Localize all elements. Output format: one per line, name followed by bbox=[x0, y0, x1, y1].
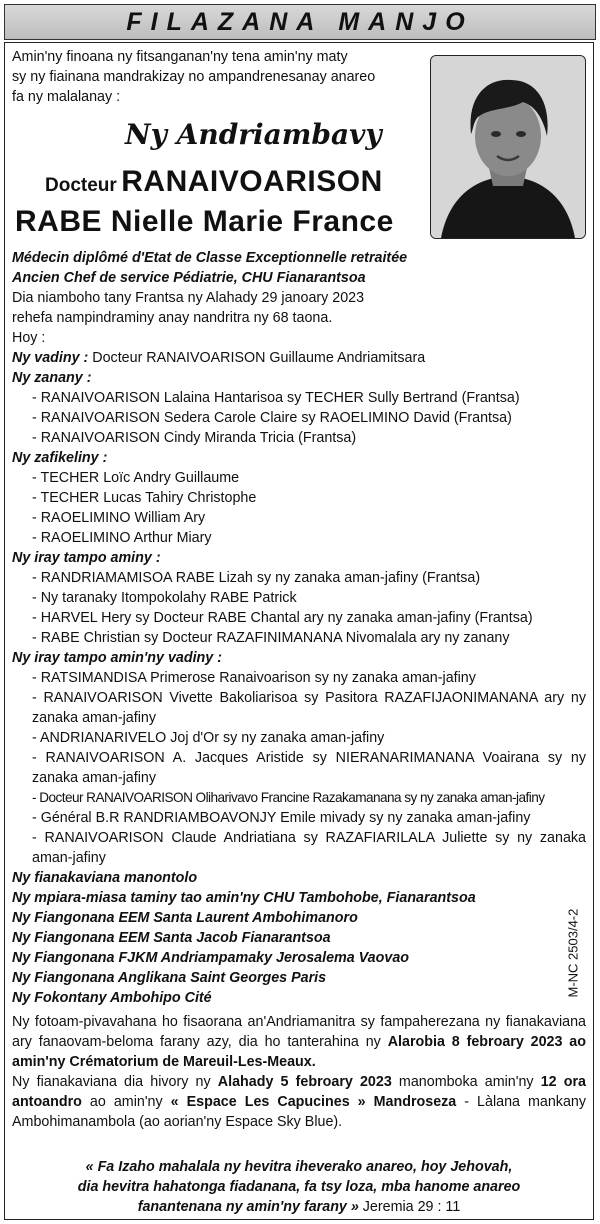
gathering-date: Alahady 5 febroary 2023 bbox=[217, 1074, 392, 1090]
gathering-time: 12 ora antoandro bbox=[12, 1074, 587, 1110]
vadiny-value: Docteur RANAIVOARISON Guillaume Andriamitsara bbox=[92, 350, 426, 366]
death-line: rehefa nampindraminy anay nandritra ny 68 taona. bbox=[12, 310, 333, 326]
role-line: Ancien Chef de service Pédiatrie, CHU Fianarantsoa bbox=[12, 270, 366, 286]
gathering-paragraph bbox=[12, 1072, 586, 1132]
title-honorific: Ny Andriambavy bbox=[125, 118, 382, 151]
notice-body bbox=[12, 248, 586, 1132]
iray-tampo-vadiny-label: Ny iray tampo amin'ny vadiny : bbox=[12, 650, 222, 666]
title-fullname: RABE Nielle Marie France bbox=[15, 205, 394, 238]
ceremony-paragraph bbox=[12, 1012, 586, 1072]
reference-code-text: M-NC 2503/4-2 bbox=[565, 908, 581, 998]
others-line: Ny Fiangonana FJKM Andriampamaky Jerosalema Vaovao bbox=[12, 950, 410, 966]
portrait-photo-icon bbox=[431, 56, 585, 238]
others-line: Ny Fiangonana Anglikana Saint Georges Paris bbox=[12, 970, 327, 986]
list-item: - RANAIVOARISON Cindy Miranda Tricia (Frantsa) bbox=[32, 430, 357, 446]
others-line: Ny Fiangonana EEM Santa Laurent Ambohimanoro bbox=[12, 910, 358, 926]
others-line: Ny Fiangonana EEM Santa Jacob Fianarantsoa bbox=[12, 930, 331, 946]
hoy-label: Hoy : bbox=[12, 330, 46, 346]
intro-line: sy ny fiainana mandrakizay no ampandrenesanay anareo bbox=[12, 69, 376, 85]
list-item: - TECHER Loïc Andry Guillaume bbox=[32, 470, 240, 486]
title-docteur-line bbox=[45, 165, 383, 199]
others-line: Ny Fokontany Ambohipo Cité bbox=[12, 990, 212, 1006]
gathering-text: ao amin'ny bbox=[81, 1094, 171, 1110]
gathering-text: - Làlana mankany Ambohimanambola (ao aorian'ny Espace Sky Blue). bbox=[12, 1094, 587, 1130]
list-item: - RANAIVOARISON Vivette Bakoliarisoa sy Pasitora RAZAFIJAONIMANANA ary ny zanaka aman-jafiny bbox=[32, 690, 586, 726]
vadiny-line bbox=[12, 348, 586, 368]
list-item: - RANAIVOARISON Claude Andriatiana sy RAZAFIARILALA Juliette sy ny zanaka aman-jafiny bbox=[32, 830, 586, 866]
quote-reference: Jeremia 29 : 11 bbox=[358, 1199, 461, 1215]
list-item: - RATSIMANDISA Primerose Ranaivoarison sy ny zanaka aman-jafiny bbox=[32, 670, 476, 686]
others-line: Ny fianakaviana manontolo bbox=[12, 870, 198, 886]
list-item: - Général B.R RANDRIAMBOAVONJY Emile mivady sy ny zanaka aman-jafiny bbox=[32, 810, 531, 826]
list-item: - RANAIVOARISON A. Jacques Aristide sy NIERANARIMANANA Voairana sy ny zanaka aman-jafiny bbox=[32, 750, 586, 786]
list-item: - RABE Christian sy Docteur RAZAFINIMANANA Nivomalala ary ny zanany bbox=[32, 630, 510, 646]
notice-header: FILAZANA MANJO bbox=[4, 4, 596, 40]
list-item: - RANDRIAMAMISOA RABE Lizah sy ny zanaka aman-jafiny (Frantsa) bbox=[32, 570, 481, 586]
title-surname: RANAIVOARISON bbox=[121, 165, 383, 198]
vadiny-label: Ny vadiny : bbox=[12, 350, 89, 366]
intro-text bbox=[12, 47, 412, 107]
quote-line: dia hevitra hahatonga fiadanana, fa tsy loza, mba hanome anareo bbox=[77, 1179, 521, 1195]
list-item: - Ny taranaky Itompokolahy RABE Patrick bbox=[32, 590, 297, 606]
reference-code bbox=[563, 910, 583, 1000]
quote-line: « Fa Izaho mahalala ny hevitra iheverako anareo, hoy Jehovah, bbox=[85, 1159, 513, 1175]
list-item: - HARVEL Hery sy Docteur RABE Chantal ary ny zanaka aman-jafiny (Frantsa) bbox=[32, 610, 533, 626]
gathering-text: manomboka amin'ny bbox=[391, 1074, 541, 1090]
portrait-photo bbox=[430, 55, 586, 239]
list-item: - TECHER Lucas Tahiry Christophe bbox=[32, 490, 257, 506]
list-item: - RAOELIMINO William Ary bbox=[32, 510, 206, 526]
bible-quote bbox=[12, 1157, 586, 1217]
list-item: - ANDRIANARIVELO Joj d'Or sy ny zanaka aman-jafiny bbox=[32, 730, 385, 746]
iray-tampo-label: Ny iray tampo aminy : bbox=[12, 550, 161, 566]
ceremony-date: Alarobia 8 febroary 2023 ao amin'ny Crématorium de Mareuil-Les-Meaux. bbox=[12, 1034, 586, 1070]
quote-line: fanantenana ny amin'ny farany » bbox=[137, 1199, 359, 1215]
zanany-label: Ny zanany : bbox=[12, 370, 92, 386]
list-item: - Docteur RANAIVOARISON Oliharivavo Francine Razakamanana sy ny zanaka aman-jafiny bbox=[32, 790, 545, 805]
role-line: Médecin diplômé d'Etat de Classe Exceptionnelle retraitée bbox=[12, 250, 408, 266]
intro-line: Amin'ny finoana ny fitsanganan'ny tena amin'ny maty bbox=[12, 49, 348, 65]
list-item: - RANAIVOARISON Sedera Carole Claire sy RAOELIMINO David (Frantsa) bbox=[32, 410, 512, 426]
list-item: - RANAIVOARISON Lalaina Hantarisoa sy TECHER Sully Bertrand (Frantsa) bbox=[32, 390, 520, 406]
ceremony-text: Ny fotoam-pivavahana ho fisaorana an'Andriamanitra sy fampaherezana ny fianakaviana ary fanaovam-beloma farany azy, dia ho tanterahina ny bbox=[12, 1014, 586, 1050]
gathering-place: « Espace Les Capucines » Mandroseza bbox=[170, 1094, 457, 1110]
death-line: Dia niamboho tany Frantsa ny Alahady 29 janoary 2023 bbox=[12, 290, 365, 306]
intro-line: fa ny malalanay : bbox=[12, 89, 121, 105]
list-item: - RAOELIMINO Arthur Miary bbox=[32, 530, 212, 546]
gathering-text: Ny fianakaviana dia hivory ny bbox=[12, 1074, 218, 1090]
others-line: Ny mpiara-miasa taminy tao amin'ny CHU Tambohobe, Fianarantsoa bbox=[12, 890, 476, 906]
zafikeliny-label: Ny zafikeliny : bbox=[12, 450, 108, 466]
title-docteur: Docteur bbox=[45, 175, 117, 196]
